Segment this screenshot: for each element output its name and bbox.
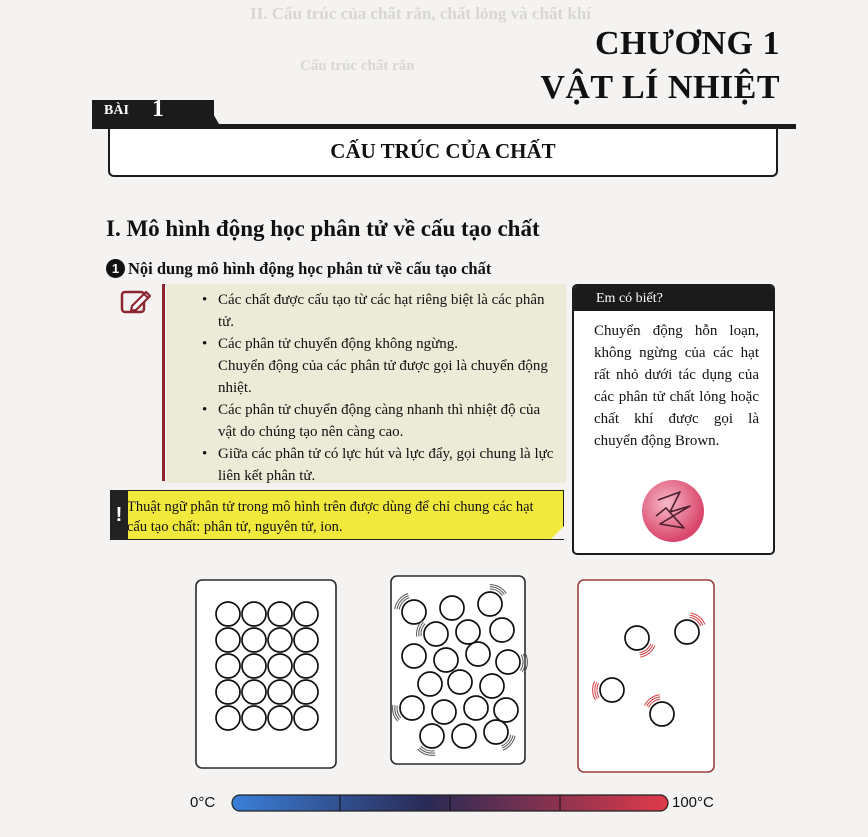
exclamation-icon: ! bbox=[110, 490, 128, 540]
chapter-title bbox=[540, 22, 780, 110]
content-bullets bbox=[200, 289, 562, 487]
solid-particle bbox=[268, 654, 292, 678]
note-box bbox=[110, 490, 564, 540]
bullet-continuation: Chuyển động của các phân tử được gọi là chuyển động nhiệt. bbox=[218, 358, 548, 396]
bullet-text: Các chất được cấu tạo từ các hạt riêng biệt là các phân tử. bbox=[218, 292, 545, 330]
temperature-max-label: 100°C bbox=[672, 794, 714, 811]
subsection-heading: Nội dung mô hình động học phân tử về cấu tạo chất bbox=[128, 259, 492, 278]
section-heading: I. Mô hình động học phân tử về cấu tạo chất bbox=[106, 216, 540, 241]
liquid-particle bbox=[432, 700, 456, 724]
solid-particle bbox=[294, 680, 318, 704]
temperature-scale bbox=[190, 790, 720, 816]
temperature-gradient-bar bbox=[230, 793, 670, 813]
liquid-particle bbox=[464, 696, 488, 720]
liquid-particle bbox=[496, 650, 520, 674]
subsection-number-badge: 1 bbox=[106, 259, 125, 278]
temperature-min-label: 0°C bbox=[190, 794, 216, 811]
solid-particle bbox=[268, 706, 292, 730]
solid-particle bbox=[216, 628, 240, 652]
did-you-know-title: Em có biết? bbox=[574, 286, 773, 311]
solid-particle bbox=[294, 706, 318, 730]
solid-particle bbox=[216, 654, 240, 678]
lesson-title-box bbox=[108, 129, 778, 177]
lesson-tab-tail bbox=[205, 100, 219, 124]
liquid-particle bbox=[420, 724, 444, 748]
lesson-title: CẤU TRÚC CỦA CHẤT bbox=[330, 139, 556, 163]
solid-particle bbox=[242, 654, 266, 678]
solid-particle bbox=[268, 680, 292, 704]
pencil-icon bbox=[120, 288, 152, 316]
gas-particle bbox=[600, 678, 624, 702]
solid-particle bbox=[268, 602, 292, 626]
gas-particle bbox=[625, 626, 649, 650]
did-you-know-body: Chuyển động hỗn loạn, không ngừng của các hạt rất nhỏ dưới tác dụng của các phân tử chất lỏng hoặc chất khí được gọi là chuyển động Brown. bbox=[594, 323, 759, 449]
liquid-model bbox=[391, 576, 527, 764]
solid-particle bbox=[242, 602, 266, 626]
molecular-model-illustrations bbox=[192, 572, 722, 778]
bullet-item: • Các phân tử chuyển động càng nhanh thì nhiệt độ của vật do chúng tạo nên càng cao. bbox=[202, 402, 541, 440]
solid-model bbox=[196, 580, 336, 768]
solid-particle bbox=[216, 706, 240, 730]
note-folded-corner bbox=[551, 526, 564, 539]
liquid-particle bbox=[490, 618, 514, 642]
liquid-particle bbox=[402, 644, 426, 668]
liquid-particle bbox=[440, 596, 464, 620]
lesson-tab bbox=[92, 96, 214, 124]
gas-model bbox=[578, 580, 714, 772]
bullet-item: • Giữa các phân tử có lực hút và lực đẩy, gọi chung là lực liên kết phân tử. bbox=[202, 446, 554, 484]
bleed-through-text: II. Cấu trúc của chất rắn, chất lỏng và chất khí bbox=[250, 4, 591, 23]
gas-particle bbox=[650, 702, 674, 726]
chapter-name: VẬT LÍ NHIỆT bbox=[540, 69, 780, 106]
solid-particle bbox=[242, 706, 266, 730]
solid-particle bbox=[294, 654, 318, 678]
liquid-particle bbox=[478, 592, 502, 616]
bleed-through-text: Cấu trúc chất rắn bbox=[300, 58, 415, 74]
liquid-particle bbox=[448, 670, 472, 694]
bullet-text: Các phân tử chuyển động không ngừng. bbox=[218, 336, 458, 352]
liquid-particle bbox=[434, 648, 458, 672]
bullet-text: Giữa các phân tử có lực hút và lực đẩy, gọi chung là lực liên kết phân tử. bbox=[218, 446, 554, 484]
brownian-motion-icon bbox=[640, 478, 706, 544]
lesson-label: BÀI bbox=[104, 103, 129, 118]
liquid-particle bbox=[418, 672, 442, 696]
lesson-number: 1 bbox=[152, 96, 164, 122]
bullet-item: • Các phân tử chuyển động không ngừng. Chuyển động của các phân tử được gọi là chuyển động nhiệt. bbox=[202, 336, 548, 396]
liquid-particle bbox=[400, 696, 424, 720]
liquid-particle bbox=[456, 620, 480, 644]
note-text: Thuật ngữ phân tử trong mô hình trên được dùng để chỉ chung các hạt cấu tạo chất: phân tử, nguyên tử, ion. bbox=[127, 499, 534, 535]
chapter-number: CHƯƠNG 1 bbox=[594, 25, 780, 62]
liquid-particle bbox=[452, 724, 476, 748]
liquid-particle bbox=[424, 622, 448, 646]
solid-particle bbox=[216, 602, 240, 626]
bullet-text: Các phân tử chuyển động càng nhanh thì nhiệt độ của vật do chúng tạo nên càng cao. bbox=[218, 402, 541, 440]
solid-particle bbox=[242, 680, 266, 704]
solid-particle bbox=[294, 628, 318, 652]
solid-particle bbox=[216, 680, 240, 704]
gas-particle bbox=[675, 620, 699, 644]
liquid-particle bbox=[494, 698, 518, 722]
liquid-particle bbox=[480, 674, 504, 698]
solid-particle bbox=[294, 602, 318, 626]
liquid-particle bbox=[466, 642, 490, 666]
content-accent-rule bbox=[162, 284, 165, 481]
bullet-item: • Các chất được cấu tạo từ các hạt riêng biệt là các phân tử. bbox=[202, 292, 545, 330]
solid-particle bbox=[242, 628, 266, 652]
liquid-particle bbox=[484, 720, 508, 744]
liquid-particle bbox=[402, 600, 426, 624]
solid-particle bbox=[268, 628, 292, 652]
